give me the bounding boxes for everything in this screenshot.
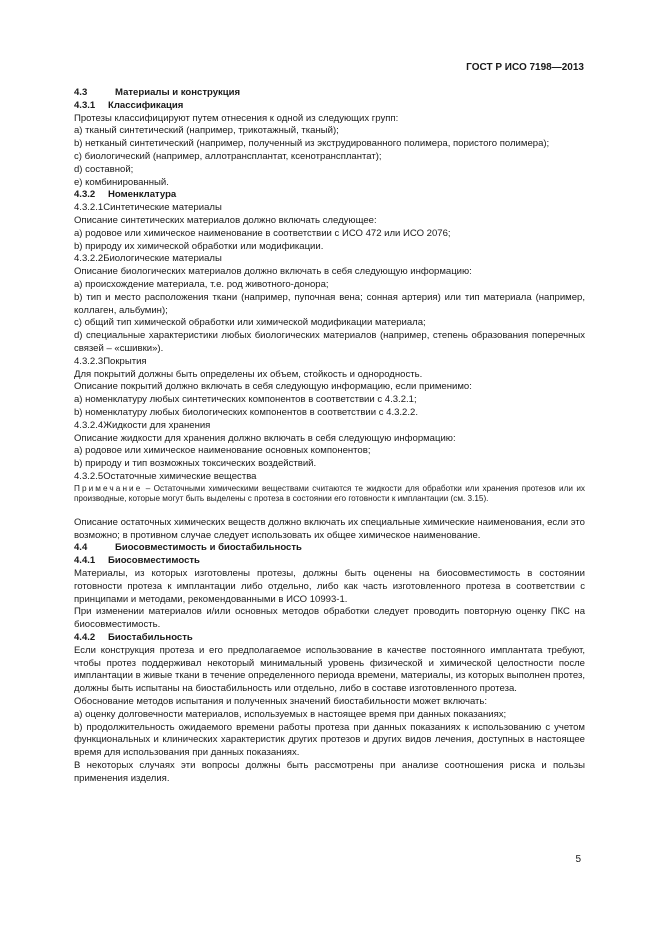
section-4-3-2-heading <box>74 189 585 202</box>
subsection-title: 4.3.2.4Жидкости для хранения <box>74 419 211 431</box>
section-title: Биосовместимость <box>108 555 200 567</box>
page-content <box>74 87 585 786</box>
list-item: b) продолжительность ожидаемого времени работы протеза при данных показаниях к использованию с учетом функциональных и клинических характеристик других протезов и других видов лечения, доступных в настоящее время для использования при данных показаниях. <box>74 721 585 759</box>
paragraph: Материалы, из которых изготовлены протезы, должны быть оценены на биосовместимость в состоянии готовности протеза к имплантации либо отдельно, либо как часть изготовленного протеза в соответствии с принципами и методами, рекомендованными в ИСО 10993-1. <box>74 568 585 605</box>
section-4-3-1-heading <box>74 100 585 113</box>
paragraph: Описание покрытий должно включать в себя следующую информацию, если применимо: <box>74 381 472 393</box>
paragraph: Для покрытий должны быть определены их объем, стойкость и однородность. <box>74 368 423 380</box>
spacer <box>74 505 585 517</box>
list-item: c) биологический (например, аллотрансплантат, ксенотрансплантат); <box>74 150 382 162</box>
paragraph: Описание остаточных химических веществ должно включать их специальные химические наименования, если это возможно; в противном случае следует использовать их общее химическое наименование. <box>74 516 585 541</box>
list-item: b) тип и место расположения ткани (например, пупочная вена; сонная артерия) или тип материала (например, коллаген, альбумин); <box>74 291 585 316</box>
paragraph: Обоснование методов испытания и полученных значений биостабильности может включать: <box>74 696 488 708</box>
paragraph: Описание жидкости для хранения должно включать в себя следующую информацию: <box>74 432 456 444</box>
list-item: b) нетканый синтетический (например, полученный из экструдированного полимера, пористого полимера); <box>74 138 550 150</box>
subsection-title: 4.3.2.2Биологические материалы <box>74 253 222 265</box>
paragraph: В некоторых случаях эти вопросы должны быть рассмотрены при анализе соотношения риска и пользы применения изделия. <box>74 760 585 784</box>
section-4-4-2-heading <box>74 632 585 645</box>
list-item: d) составной; <box>74 163 134 175</box>
list-item: а) тканый синтетический (например, трикотажный, тканый); <box>74 125 339 137</box>
paragraph: Описание синтетических материалов должно включать следующее: <box>74 214 377 226</box>
paragraph: Описание биологических материалов должно включать в себя следующую информацию: <box>74 266 472 278</box>
section-4-4-1-heading <box>74 555 585 568</box>
section-title: Биостабильность <box>108 632 193 644</box>
page-number: 5 <box>575 854 581 865</box>
section-4-3-heading <box>74 87 585 100</box>
note-label: Примечание <box>74 483 143 493</box>
section-title: Классификация <box>108 99 184 111</box>
list-item: e) комбинированный. <box>74 176 169 188</box>
paragraph: При изменении материалов и/или основных методов обработки следует проводить повторную оценку ПКС на биосовместимость. <box>74 606 585 631</box>
list-item: а) родовое или химическое наименование основных компонентов; <box>74 445 371 457</box>
section-number: 4.3.1 <box>74 99 96 111</box>
note-text: – Остаточными химическими веществами считаются те жидкости для обработки или хранения протезов или их производные, которые могут быть выделены с протеза в состоянии его готовности к имплантации (см. 3.15). <box>74 483 585 504</box>
paragraph: Протезы классифицируют путем отнесения к одной из следующих групп: <box>74 112 399 124</box>
paragraph: Если конструкция протеза и его предполагаемое использование в качестве постоянного имплантата требуют, чтобы протез поддерживал некоторый минимальный уровень физической и химической целостности после имплантации в живые ткани в течение определенного периода времени, материалы, из которых выполнен протез, должны быть испытаны на биостабильность или отдельно, либо в составе изготовленного протеза. <box>74 644 585 695</box>
list-item: а) родовое или химическое наименование в соответствии с ИСО 472 или ИСО 2076; <box>74 227 451 239</box>
section-number: 4.4.1 <box>74 555 96 567</box>
section-number: 4.3 <box>74 87 88 98</box>
section-4-4-heading <box>74 542 585 555</box>
section-number: 4.4 <box>74 542 88 554</box>
section-title: Материалы и конструкция <box>115 87 241 98</box>
subsection-title: 4.3.2.5Остаточные химические вещества <box>74 470 257 482</box>
subsection-title: 4.3.2.1Синтетические материалы <box>74 202 222 214</box>
list-item: а) номенклатуру любых синтетических компонентов в соответствии с 4.3.2.1; <box>74 394 417 406</box>
subsection-title: 4.3.2.3Покрытия <box>74 355 147 367</box>
list-item: b) номенклатуру любых биологических компонентов в соответствии с 4.3.2.2. <box>74 406 418 418</box>
section-title: Биосовместимость и биостабильность <box>115 542 302 554</box>
section-number: 4.4.2 <box>74 632 96 644</box>
list-item: c) общий тип химической обработки или химической модификации материала; <box>74 317 426 329</box>
list-item: b) природу их химической обработки или модификации. <box>74 240 324 252</box>
note-block <box>74 484 585 505</box>
section-title: Номенклатура <box>108 189 177 201</box>
list-item: а) происхождение материала, т.е. род животного-донора; <box>74 278 329 290</box>
list-item: b) природу и тип возможных токсических воздействий. <box>74 458 317 470</box>
list-item: а) оценку долговечности материалов, используемых в настоящее время при данных показаниях; <box>74 708 507 720</box>
list-item: d) специальные характеристики любых биологических материалов (например, степень образования поперечных связей – «сшивки»). <box>74 330 585 354</box>
section-number: 4.3.2 <box>74 189 96 201</box>
standard-id-header: ГОСТ Р ИСО 7198—2013 <box>466 62 584 73</box>
